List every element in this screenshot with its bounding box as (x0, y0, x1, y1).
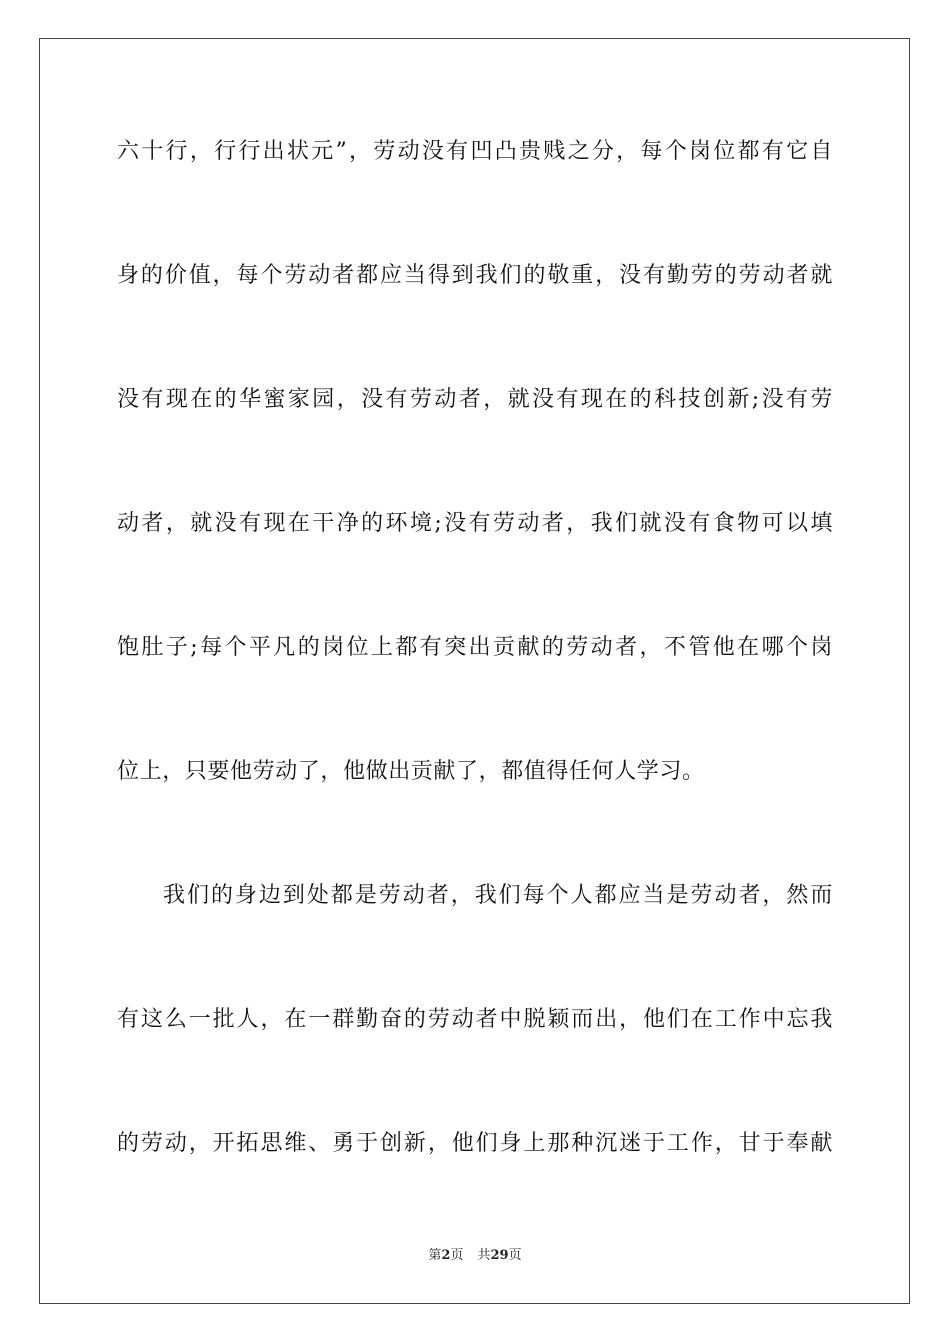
total-suffix: 页 (508, 1248, 522, 1263)
text-line: 的劳动，开拓思维、勇于创新，他们身上那种沉迷于工作，甘于奉献 (117, 1131, 833, 1156)
text-line: 有这么一批人，在一群勤奋的劳动者中脱颖而出，他们在工作中忘我 (117, 1007, 833, 1032)
total-prefix: 共 (477, 1248, 491, 1263)
text-line: 六十行，行行出状元”，劳动没有凹凸贵贱之分，每个岗位都有它自 (117, 139, 833, 164)
text-line: 身的价值，每个劳动者都应当得到我们的敬重，没有勤劳的劳动者就 (117, 263, 833, 288)
page-footer (0, 1247, 950, 1265)
text-line: 饱肚子;每个平凡的岗位上都有突出贡献的劳动者，不管他在哪个岗 (117, 635, 833, 660)
page-prefix: 第 (428, 1248, 442, 1263)
page-suffix: 页 (450, 1248, 464, 1263)
text-line: 位上，只要他劳动了，他做出贡献了，都值得任何人学习。 (117, 759, 705, 784)
page-border (39, 38, 910, 1304)
text-line: 没有现在的华蜜家园，没有劳动者，就没有现在的科技创新;没有劳 (117, 387, 833, 412)
text-line: 动者，就没有现在干净的环境;没有劳动者，我们就没有食物可以填 (117, 511, 833, 536)
paragraph-first-line: 我们的身边到处都是劳动者，我们每个人都应当是劳动者，然而 (163, 883, 833, 908)
total-pages: 29 (490, 1248, 509, 1263)
page-number: 2 (441, 1248, 451, 1263)
